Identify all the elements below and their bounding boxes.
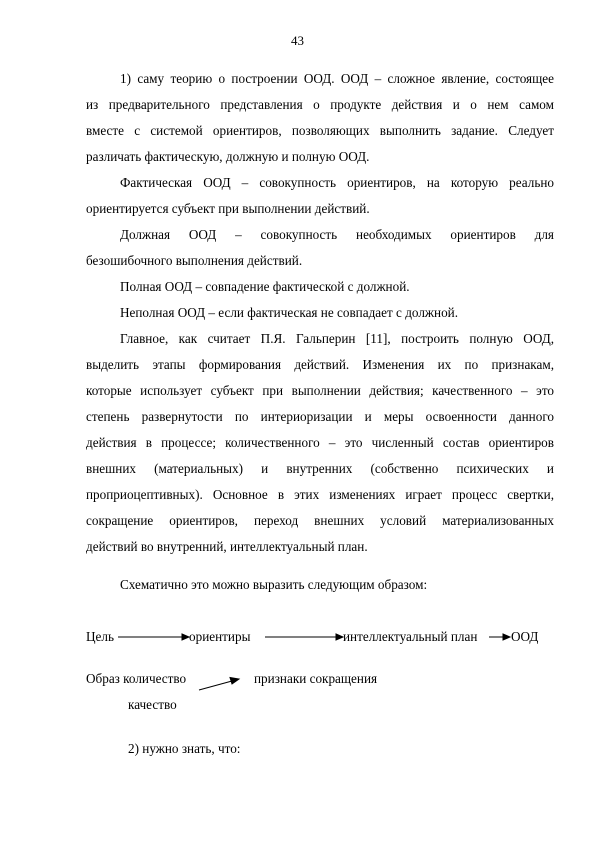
page-number: 43 — [291, 33, 304, 48]
arrowhead-icon — [182, 634, 189, 640]
text-line: степень развернутости по интериоризации и меры освоенности данного — [86, 409, 554, 424]
text-line: действий во внутренний, интеллектуальный план. — [86, 539, 368, 554]
text-line: действия в процессе; количественного – это численный состав ориентиров — [86, 435, 554, 450]
closing-line: 2) нужно знать, что: — [128, 741, 241, 756]
arrowhead-icon — [503, 634, 510, 640]
text-line: ориентируется субъект при выполнении действий. — [86, 201, 370, 216]
scheme-intro: Схематично это можно выразить следующим образом: — [120, 577, 428, 592]
text-line: Фактическая ООД – совокупность ориентиров, на которую реально — [120, 175, 554, 190]
scheme-intellectual-plan: интеллектуальный план — [343, 629, 478, 644]
text-line: 1) саму теорию о построении ООД. ООД – сложное явление, состоящее — [120, 71, 554, 86]
text-line: Неполная ООД – если фактическая не совпадает с должной. — [120, 305, 459, 320]
text-line: Должная ООД – совокупность необходимых ориентиров для — [120, 227, 554, 242]
scheme-goal: Цель — [86, 629, 114, 644]
text-line: различать фактическую, должную и полную ООД. — [86, 149, 370, 164]
arrow-quality-to-reduction — [199, 681, 232, 690]
text-line: выделить этапы формирования действий. Изменения их по признакам, — [86, 357, 554, 372]
text-line: которые использует субъект при выполнении действия; качественного – это — [86, 383, 554, 398]
scheme-quality: качество — [128, 697, 177, 712]
scheme-image-quantity: Образ количество — [86, 671, 187, 686]
scheme-landmarks: ориентиры — [189, 629, 251, 644]
arrowhead-icon — [336, 634, 343, 640]
text-line: вместе с системой ориентиров, позволяющих выполнить задание. Следует — [86, 123, 554, 138]
text-line: Полная ООД – совпадение фактической с должной. — [120, 279, 410, 294]
text-line: сокращение ориентиров, переход внешних условий материализованных — [86, 513, 554, 528]
arrowhead-icon — [230, 678, 239, 685]
text-line: безошибочного выполнения действий. — [86, 253, 303, 268]
text-line: Главное, как считает П.Я. Гальперин [11], построить полную ООД, — [120, 331, 554, 346]
text-line: из предварительного представления о продукте действия и о нем самом — [86, 97, 554, 112]
text-line: проприоцептивных). Основное в этих изменениях играет процесс свертки, — [86, 487, 554, 502]
scheme-reduction-signs: признаки сокращения — [254, 671, 378, 686]
text-line: внешних (материальных) и внутренних (собственно психических и — [86, 461, 554, 476]
scheme-ood: ООД — [511, 629, 539, 644]
